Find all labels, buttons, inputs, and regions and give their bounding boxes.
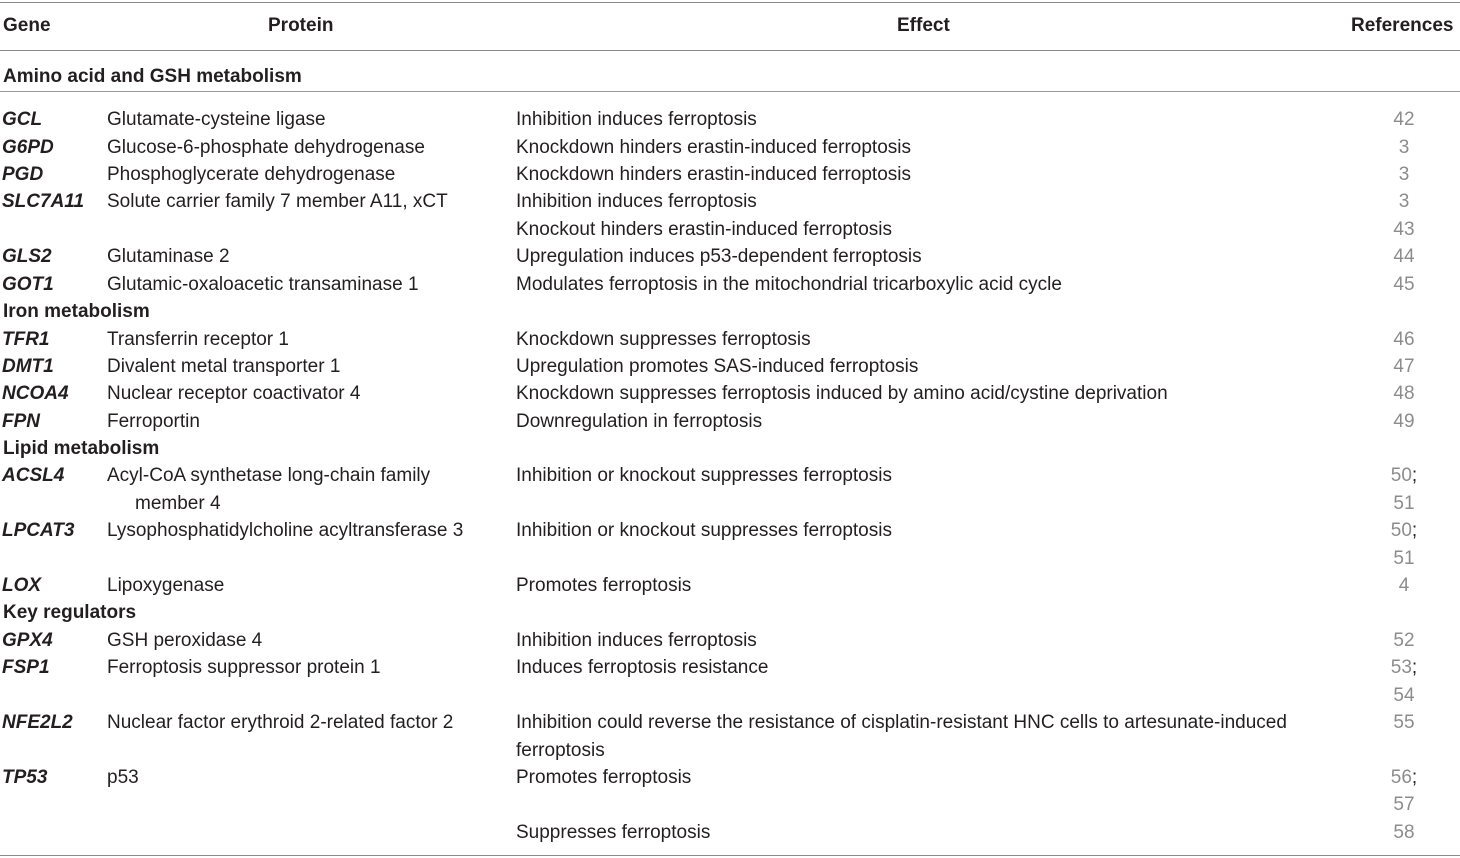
protein-cell: Solute carrier family 7 member A11, xCT: [107, 191, 448, 212]
effect-cell: Inhibition induces ferroptosis: [516, 630, 757, 651]
protein-cell: Lipoxygenase: [107, 575, 225, 596]
gene-cell: SLC7A11: [2, 191, 85, 212]
reference-link[interactable]: 53: [1390, 657, 1412, 678]
table-row: [0, 654, 1460, 681]
gene-cell: LOX: [2, 575, 42, 596]
table-row: [0, 106, 1460, 133]
reference-link[interactable]: 4: [1398, 575, 1410, 596]
gene-cell: FPN: [2, 411, 40, 432]
table-row-continuation: [0, 490, 1460, 517]
table-row: [0, 572, 1460, 599]
effect-cell: Promotes ferroptosis: [516, 767, 692, 788]
table-row: [0, 134, 1460, 161]
gene-cell: DMT1: [2, 356, 54, 377]
protein-cell: Lysophosphatidylcholine acyltransferase 3: [107, 520, 464, 541]
protein-cell: Ferroportin: [107, 411, 200, 432]
gene-cell: FSP1: [2, 657, 50, 678]
gene-cell: NFE2L2: [2, 712, 73, 733]
reference-cell: 50;: [1390, 465, 1418, 486]
effect-cell: Inhibition or knockout suppresses ferroptosis: [516, 520, 892, 541]
effect-cell: Inhibition or knockout suppresses ferroptosis: [516, 465, 892, 486]
table-row: [0, 188, 1460, 215]
header-rule: [0, 50, 1460, 51]
reference-link[interactable]: 3: [1398, 137, 1410, 158]
reference-link[interactable]: 50: [1390, 465, 1412, 486]
protein-cell: Glucose-6-phosphate dehydrogenase: [107, 137, 425, 158]
section-title: Amino acid and GSH metabolism: [3, 66, 302, 87]
protein-cell: GSH peroxidase 4: [107, 630, 263, 651]
reference-link[interactable]: 51: [1393, 493, 1415, 514]
effect-cell: Knockdown suppresses ferroptosis induced by amino acid/cystine deprivation: [516, 383, 1168, 404]
effect-cell: Inhibition could reverse the resistance of cisplatin-resistant HNC cells to artesunate-induced: [516, 712, 1287, 733]
reference-link[interactable]: 58: [1393, 822, 1415, 843]
protein-cell: Glutaminase 2: [107, 246, 230, 267]
reference-link[interactable]: 51: [1393, 548, 1415, 569]
effect-cell: Knockdown suppresses ferroptosis: [516, 329, 811, 350]
reference-link[interactable]: 47: [1393, 356, 1415, 377]
reference-cell: 53;: [1390, 657, 1418, 678]
protein-cell: Glutamate-cysteine ligase: [107, 109, 326, 130]
effect-cell: Downregulation in ferroptosis: [516, 411, 763, 432]
reference-link[interactable]: 50: [1390, 520, 1412, 541]
reference-link[interactable]: 46: [1393, 329, 1415, 350]
header-references: References: [1351, 15, 1454, 36]
gene-cell: GPX4: [2, 630, 53, 651]
table-row: [0, 709, 1460, 736]
table-row: [0, 819, 1460, 846]
reference-link[interactable]: 52: [1393, 630, 1415, 651]
gene-cell: LPCAT3: [2, 520, 75, 541]
table-row: [0, 408, 1460, 435]
table-row: [0, 326, 1460, 353]
protein-cell: Divalent metal transporter 1: [107, 356, 341, 377]
protein-cell-continued: member 4: [135, 493, 221, 514]
reference-link[interactable]: 44: [1393, 246, 1415, 267]
gene-cell: PGD: [2, 164, 44, 185]
table-row-continuation: [0, 791, 1460, 818]
gene-cell: GLS2: [2, 246, 52, 267]
table-row: [0, 627, 1460, 654]
reference-cell: 50;: [1390, 520, 1418, 541]
reference-link[interactable]: 49: [1393, 411, 1415, 432]
table-row: [0, 380, 1460, 407]
protein-cell: Ferroptosis suppressor protein 1: [107, 657, 381, 678]
table-row: [0, 764, 1460, 791]
effect-cell: Upregulation induces p53-dependent ferroptosis: [516, 246, 922, 267]
protein-cell: Glutamic-oxaloacetic transaminase 1: [107, 274, 419, 295]
section-title: Key regulators: [3, 602, 137, 623]
gene-cell: GCL: [2, 109, 43, 130]
gene-cell: TP53: [2, 767, 48, 788]
header-protein: Protein: [268, 15, 334, 36]
effect-cell: Inhibition induces ferroptosis: [516, 191, 757, 212]
bottom-rule: [0, 855, 1460, 856]
effect-cell: Promotes ferroptosis: [516, 575, 692, 596]
reference-link[interactable]: 43: [1393, 219, 1415, 240]
effect-cell: Knockout hinders erastin-induced ferroptosis: [516, 219, 892, 240]
section-title: Iron metabolism: [3, 301, 150, 322]
effect-cell: Suppresses ferroptosis: [516, 822, 711, 843]
reference-link[interactable]: 3: [1398, 164, 1410, 185]
gene-cell: TFR1: [2, 329, 50, 350]
protein-cell: Acyl-CoA synthetase long-chain family: [107, 465, 431, 486]
table-row-continuation: [0, 737, 1460, 764]
effect-cell-continued: ferroptosis: [516, 740, 605, 761]
gene-cell: GOT1: [2, 274, 54, 295]
reference-link[interactable]: 57: [1393, 794, 1415, 815]
reference-link[interactable]: 3: [1398, 191, 1410, 212]
table-row: [0, 161, 1460, 188]
gene-cell: NCOA4: [2, 383, 69, 404]
table-row: [0, 216, 1460, 243]
reference-link[interactable]: 56: [1390, 767, 1412, 788]
reference-link[interactable]: 54: [1393, 685, 1415, 706]
protein-cell: Phosphoglycerate dehydrogenase: [107, 164, 396, 185]
table-row: [0, 243, 1460, 270]
effect-cell: Modulates ferroptosis in the mitochondrial tricarboxylic acid cycle: [516, 274, 1062, 295]
reference-cell: 56;: [1390, 767, 1418, 788]
effect-cell: Knockdown hinders erastin-induced ferroptosis: [516, 164, 911, 185]
table-row: [0, 462, 1460, 489]
reference-link[interactable]: 48: [1393, 383, 1415, 404]
gene-cell: ACSL4: [2, 465, 65, 486]
header-effect: Effect: [897, 15, 950, 36]
effect-cell: Knockdown hinders erastin-induced ferroptosis: [516, 137, 911, 158]
table-row: [0, 353, 1460, 380]
effect-cell: Upregulation promotes SAS-induced ferroptosis: [516, 356, 919, 377]
table-row: [0, 271, 1460, 298]
top-rule: [0, 2, 1460, 3]
protein-cell: Transferrin receptor 1: [107, 329, 289, 350]
reference-link[interactable]: 55: [1393, 712, 1415, 733]
reference-link[interactable]: 42: [1393, 109, 1415, 130]
table-row-continuation: [0, 545, 1460, 572]
header-gene: Gene: [3, 15, 51, 36]
table-row-continuation: [0, 682, 1460, 709]
table-row: [0, 517, 1460, 544]
reference-link[interactable]: 45: [1393, 274, 1415, 295]
section-rule: [0, 91, 1460, 92]
section-title: Lipid metabolism: [3, 438, 160, 459]
protein-cell: p53: [107, 767, 139, 788]
gene-cell: G6PD: [2, 137, 54, 158]
effect-cell: Inhibition induces ferroptosis: [516, 109, 757, 130]
effect-cell: Induces ferroptosis resistance: [516, 657, 769, 678]
protein-cell: Nuclear receptor coactivator 4: [107, 383, 361, 404]
protein-cell: Nuclear factor erythroid 2-related factor 2: [107, 712, 454, 733]
